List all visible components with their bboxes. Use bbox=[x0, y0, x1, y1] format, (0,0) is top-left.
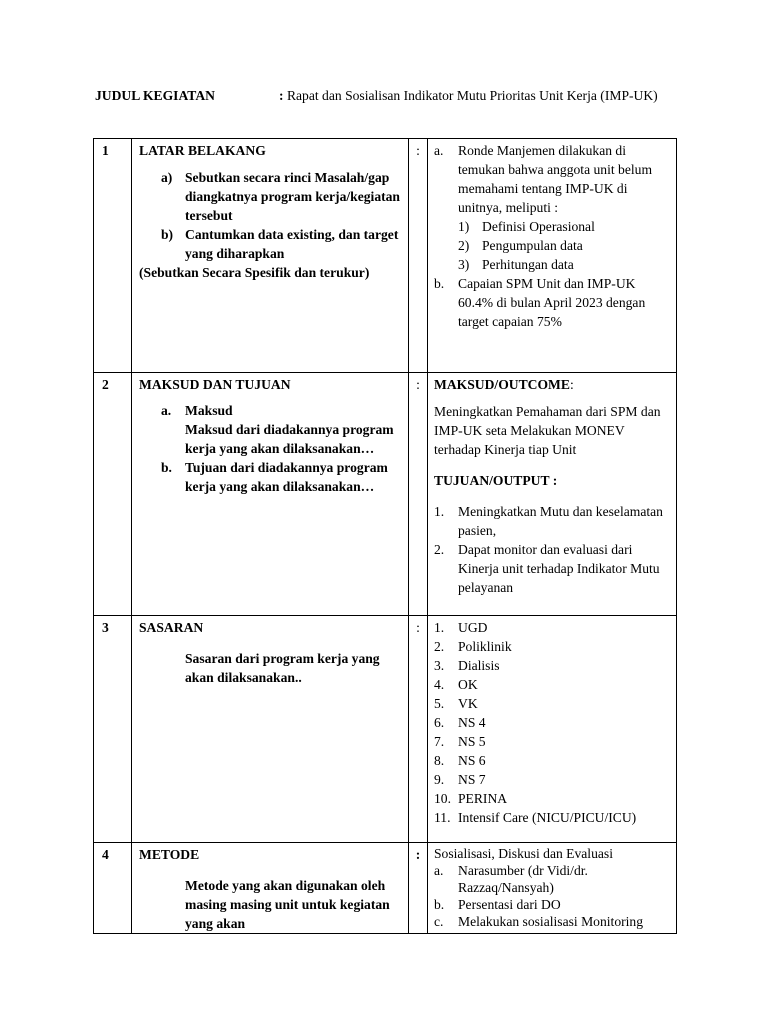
list-marker: 3. bbox=[434, 658, 445, 673]
list-item bbox=[458, 236, 670, 255]
list-item bbox=[434, 896, 670, 913]
list-text: Narasumber (dr Vidi/dr. Razzaq/Nansyah) bbox=[458, 863, 588, 895]
activity-title-label: JUDUL KEGIATAN bbox=[95, 88, 215, 103]
value-list bbox=[434, 618, 670, 827]
list-marker: b) bbox=[161, 227, 174, 242]
list-item bbox=[434, 618, 670, 637]
row-number: 1 bbox=[94, 139, 132, 373]
list-marker: 1. bbox=[434, 504, 445, 519]
row-label-cell bbox=[132, 373, 409, 616]
list-item bbox=[139, 168, 402, 225]
list-text: UGD bbox=[458, 620, 488, 635]
row-separator: : bbox=[409, 139, 428, 373]
list-text: NS 6 bbox=[458, 753, 486, 768]
row-separator: : bbox=[409, 616, 428, 843]
row-value-cell bbox=[428, 139, 677, 373]
list-item bbox=[434, 862, 670, 896]
list-marker: 7. bbox=[434, 734, 445, 749]
list-marker: 4. bbox=[434, 677, 445, 692]
list-marker: b. bbox=[434, 897, 445, 912]
list-text: Capaian SPM Unit dan IMP-UK 60.4% di bulan April 2023 dengan target capaian 75% bbox=[458, 276, 646, 329]
row-label-cell bbox=[132, 616, 409, 843]
row-separator: : bbox=[409, 843, 428, 934]
sub-list bbox=[458, 217, 670, 274]
row-value-cell bbox=[428, 616, 677, 843]
list-marker: 9. bbox=[434, 772, 445, 787]
question-list bbox=[139, 168, 402, 263]
row-number: 3 bbox=[94, 616, 132, 843]
row-description: Metode yang akan digunakan oleh masing masing unit untuk kegiatan yang akan bbox=[185, 878, 390, 931]
question-list bbox=[139, 401, 402, 496]
activity-title-colon: : bbox=[279, 88, 284, 103]
list-marker: a. bbox=[161, 403, 172, 418]
value-list bbox=[434, 141, 670, 331]
list-item bbox=[434, 274, 670, 331]
list-item bbox=[434, 732, 670, 751]
row-value-cell bbox=[428, 373, 677, 616]
list-marker: a. bbox=[434, 143, 444, 158]
list-text: PERINA bbox=[458, 791, 508, 806]
list-text: Ronde Manjemen dilakukan di temukan bahwa anggota unit belum memahami tentang IMP-UK di unitnya, meliputi : bbox=[458, 143, 653, 215]
list-item bbox=[434, 789, 670, 808]
list-item bbox=[434, 675, 670, 694]
activity-title-value: Rapat dan Sosialisan Indikator Mutu Prioritas Unit Kerja (IMP-UK) bbox=[286, 88, 658, 103]
table-row bbox=[94, 373, 677, 616]
list-text: Pengumpulan data bbox=[482, 238, 583, 253]
list-item bbox=[434, 656, 670, 675]
row-label-cell bbox=[132, 843, 409, 934]
list-marker: 10. bbox=[434, 791, 451, 806]
row-title: MAKSUD DAN TUJUAN bbox=[139, 377, 291, 392]
list-text: Melakukan sosialisasi Monitoring bbox=[458, 914, 644, 929]
list-item bbox=[434, 751, 670, 770]
list-text: Perhitungan data bbox=[482, 257, 574, 272]
list-text: Persentasi dari DO bbox=[458, 897, 561, 912]
list-text: Meningkatkan Mutu dan keselamatan pasien, bbox=[458, 504, 663, 538]
row-number: 4 bbox=[94, 843, 132, 934]
list-text: Poliklinik bbox=[458, 639, 512, 654]
list-item bbox=[139, 225, 402, 263]
row-title: SASARAN bbox=[139, 620, 204, 635]
row-separator: : bbox=[409, 373, 428, 616]
list-item bbox=[434, 913, 670, 930]
list-item bbox=[434, 713, 670, 732]
list-marker: b. bbox=[161, 460, 172, 475]
list-detail: Maksud dari diadakannya program kerja yang akan dilaksanakan… bbox=[185, 422, 394, 456]
list-marker: 3) bbox=[458, 257, 470, 272]
outcome-heading bbox=[434, 375, 670, 394]
method-intro: Sosialisasi, Diskusi dan Evaluasi bbox=[434, 846, 613, 861]
list-text: Maksud bbox=[185, 403, 233, 418]
list-item bbox=[434, 770, 670, 789]
list-marker: a. bbox=[434, 863, 444, 878]
list-item bbox=[434, 808, 670, 827]
list-marker: 11. bbox=[434, 810, 451, 825]
list-marker: 8. bbox=[434, 753, 445, 768]
list-marker: 2. bbox=[434, 639, 445, 654]
row-label-cell bbox=[132, 139, 409, 373]
list-marker: 2. bbox=[434, 542, 445, 557]
list-marker: 6. bbox=[434, 715, 445, 730]
list-item bbox=[139, 401, 402, 458]
list-text: OK bbox=[458, 677, 478, 692]
row-value-cell bbox=[428, 843, 677, 934]
output-heading: TUJUAN/OUTPUT : bbox=[434, 473, 558, 488]
list-text: NS 5 bbox=[458, 734, 486, 749]
list-text: Tujuan dari diadakannya program kerja yang akan dilaksanakan… bbox=[185, 460, 388, 494]
table-row bbox=[94, 139, 677, 373]
output-list bbox=[434, 502, 670, 597]
list-text: NS 4 bbox=[458, 715, 486, 730]
list-text: Sebutkan secara rinci Masalah/gap diangkatnya program kerja/kegiatan tersebut bbox=[185, 170, 400, 223]
list-marker: 5. bbox=[434, 696, 445, 711]
list-marker: a) bbox=[161, 170, 173, 185]
row-number: 2 bbox=[94, 373, 132, 616]
value-list bbox=[434, 862, 670, 930]
list-item bbox=[434, 141, 670, 274]
list-item bbox=[458, 255, 670, 274]
list-item bbox=[434, 694, 670, 713]
table-row bbox=[94, 616, 677, 843]
outcome-label: MAKSUD/OUTCOME bbox=[434, 377, 570, 392]
list-item bbox=[434, 637, 670, 656]
row-title: METODE bbox=[139, 847, 200, 862]
list-marker: 1) bbox=[458, 219, 470, 234]
list-text: Dapat monitor dan evaluasi dari Kinerja unit terhadap Indikator Mutu pelayanan bbox=[458, 542, 660, 595]
outcome-colon: : bbox=[569, 377, 574, 392]
row-description: Sasaran dari program kerja yang akan dilaksanakan.. bbox=[185, 651, 380, 685]
outcome-text: Meningkatkan Pemahaman dari SPM dan IMP-UK seta Melakukan MONEV terhadap Kinerja tiap Unit bbox=[434, 404, 661, 457]
table-row bbox=[94, 843, 677, 934]
list-item bbox=[139, 458, 402, 496]
list-marker: 1. bbox=[434, 620, 445, 635]
list-marker: b. bbox=[434, 276, 445, 291]
list-item bbox=[458, 217, 670, 236]
list-text: VK bbox=[458, 696, 478, 711]
list-text: Cantumkan data existing, dan target yang diharapkan bbox=[185, 227, 399, 261]
list-text: Dialisis bbox=[458, 658, 500, 673]
row-title: LATAR BELAKANG bbox=[139, 143, 266, 158]
list-item bbox=[434, 502, 670, 540]
list-item bbox=[434, 540, 670, 597]
row-note: (Sebutkan Secara Spesifik dan terukur) bbox=[139, 265, 370, 280]
list-text: NS 7 bbox=[458, 772, 486, 787]
list-text: Intensif Care (NICU/PICU/ICU) bbox=[458, 810, 637, 825]
proposal-table bbox=[93, 138, 677, 934]
document-header bbox=[95, 86, 695, 105]
list-marker: 2) bbox=[458, 238, 470, 253]
list-text: Definisi Operasional bbox=[482, 219, 595, 234]
list-marker: c. bbox=[434, 914, 444, 929]
